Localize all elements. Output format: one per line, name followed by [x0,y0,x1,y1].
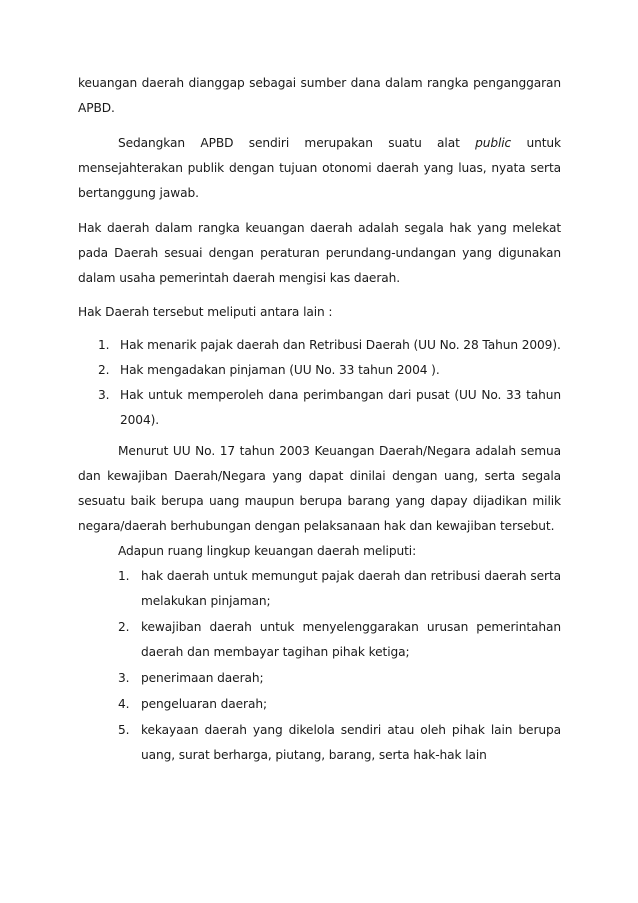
list-text: pengeluaran daerah; [141,697,267,711]
list-item [78,692,561,717]
list-number: 1. [118,569,130,583]
list-text: kekayaan daerah yang dikelola sendiri atau oleh pihak lain berupa uang, surat berharga, piutang, barang, serta hak-hak lain [141,723,561,762]
list-item [78,333,561,358]
paragraph-apbd-italic: public [475,136,512,150]
list-text: Hak untuk memperoleh dana perimbangan dari pusat (UU No. 33 tahun 2004). [120,388,561,427]
list-number: 2. [98,363,110,377]
paragraph-apbd-end: untuk mensejahterakan publik dengan tujuan otonomi daerah yang luas, nyata serta bertanggung jawab. [78,136,561,200]
paragraph-continuation: keuangan daerah dianggap sebagai sumber dana dalam rangka penganggaran APBD. [78,76,561,115]
list-number: 1. [98,338,110,352]
list-text: Hak mengadakan pinjaman (UU No. 33 tahun 2004 ). [120,363,440,377]
list-item [78,718,561,768]
list-item [78,666,561,691]
paragraph-hak-daerah: Hak daerah dalam rangka keuangan daerah adalah segala hak yang melekat pada Daerah sesuai dengan peraturan perundang-undangan yang digunakan dalam usaha pemerintah daerah mengisi kas daerah. [78,221,561,285]
list-item [78,564,561,614]
paragraph-scope-intro: Adapun ruang lingkup keuangan daerah meliputi: [118,544,417,558]
list-number: 3. [118,671,130,685]
document-body [78,71,561,769]
scope-list [78,564,561,768]
list-text: penerimaan daerah; [141,671,264,685]
paragraph-definition: Menurut UU No. 17 tahun 2003 Keuangan Daerah/Negara adalah semua dan kewajiban Daerah/Negara yang dapat dinilai dengan uang, serta segala sesuatu baik berupa uang maupun berupa barang yang dapay dijadikan milik negara/daerah berhubungan dengan pelaksanaan hak dan kewajiban tersebut. [78,444,561,533]
paragraph-hak-intro: Hak Daerah tersebut meliputi antara lain : [78,305,333,319]
list-text: kewajiban daerah untuk menyelenggarakan urusan pemerintahan daerah dan membayar tagihan pihak ketiga; [141,620,561,659]
list-item [78,615,561,665]
list-number: 5. [118,723,130,737]
list-number: 4. [118,697,130,711]
list-item [78,383,561,433]
hak-daerah-list [78,333,561,433]
paragraph-apbd-start: Sedangkan APBD sendiri merupakan suatu alat [118,136,476,150]
list-text: Hak menarik pajak daerah dan Retribusi Daerah (UU No. 28 Tahun 2009). [120,338,561,352]
list-number: 2. [118,620,130,634]
list-item [78,358,561,383]
list-text: hak daerah untuk memungut pajak daerah dan retribusi daerah serta melakukan pinjaman; [141,569,561,608]
list-number: 3. [98,388,110,402]
paragraph-apbd [78,131,561,206]
